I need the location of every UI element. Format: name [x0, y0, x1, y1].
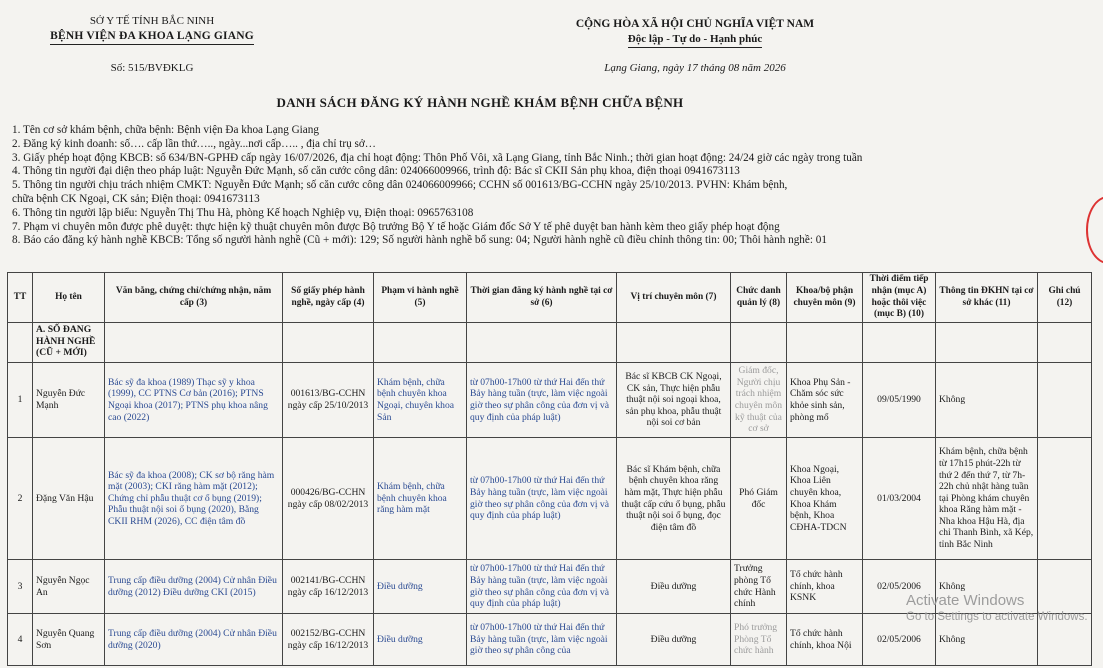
- document-number: Số: 515/BVĐKLG: [110, 62, 194, 74]
- col-header-scope: Phạm vi hành nghề (5): [374, 273, 467, 323]
- col-header-title: Chức danh quản lý (8): [731, 273, 787, 323]
- col-header-dept: Khoa/bộ phận chuyên môn (9): [787, 273, 863, 323]
- table-row: [8, 438, 1092, 560]
- cell-dept: Khoa Phụ Sản - Chăm sóc sức khỏe sinh sản, phòng mổ: [787, 363, 863, 438]
- watermark-title: Activate Windows: [906, 592, 1025, 609]
- cell-title: Phó trưởng Phòng Tổ chức hành: [731, 614, 787, 666]
- issuer-parent-org: SỞ Y TẾ TỈNH BẮC NINH: [89, 15, 215, 27]
- cell-tt: 3: [8, 560, 33, 614]
- nation-name: CỘNG HÒA XÃ HỘI CHỦ NGHĨA VIỆT NAM: [575, 18, 815, 30]
- col-header-date: Thời điểm tiếp nhận (mục A) hoặc thôi việc (mục B) (10): [863, 273, 936, 323]
- cell-license: 002152/BG-CCHN ngày cấp 16/12/2013: [283, 614, 374, 666]
- document-title: DANH SÁCH ĐĂNG KÝ HÀNH NGHỀ KHÁM BỆNH CHỮA BỆNH: [276, 95, 684, 110]
- cell-license: 002141/BG-CCHN ngày cấp 16/12/2013: [283, 560, 374, 614]
- cell-position: Điều dưỡng: [617, 560, 731, 614]
- national-header: [540, 17, 850, 76]
- col-header-note: Ghi chú (12): [1038, 273, 1092, 323]
- cell-name: Đặng Văn Hậu: [33, 438, 105, 560]
- col-header-tt: TT: [8, 273, 33, 323]
- cell-date: 09/05/1990: [863, 363, 936, 438]
- cell-time: từ 07h00-17h00 từ thứ Hai đến thứ Bảy hàng tuần (trực, làm việc ngoài giờ theo sự phân công của đơn vị và quy định của pháp luật): [467, 438, 617, 560]
- section-label: A. SỐ ĐANG HÀNH NGHỀ (CŨ + MỚI): [33, 323, 105, 363]
- cell-time: từ 07h00-17h00 từ thứ Hai đến thứ Bảy hàng tuần (trực, làm việc ngoài giờ theo sự phân công của đơn vị và quy định của pháp luật): [467, 560, 617, 614]
- section-row: [8, 323, 1092, 363]
- cell-other: Không: [936, 560, 1038, 614]
- issuer-block: [42, 14, 262, 76]
- info-line: 4. Thông tin người đại diện theo pháp luật: Nguyễn Đức Mạnh, số căn cước công dân: 024066009966, trình độ: Bác sĩ CKII Sản phụ khoa, điện thoại 0941673113: [12, 165, 740, 178]
- info-line: 5. Thông tin người chịu trách nhiệm CMKT: Nguyễn Đức Mạnh; số căn cước công dân 024066009966; CCHN số 001613/BG-CCHN ngày 25/10/2013. PVHN: Khám bệnh,: [12, 179, 788, 192]
- cell-degree: Bác sỹ đa khoa (2008); CK sơ bộ răng hàm mặt (2003); CKI răng hàm mặt (2012); Chứng chỉ phẫu thuật cơ ổ bụng (2019); Phẫu thuật nội soi ổ bụng (2020), Bằng CKII RHM (2026), CC điện tâm đồ: [105, 438, 283, 560]
- cell-scope: Khám bệnh, chữa bệnh chuyên khoa răng hàm mặt: [374, 438, 467, 560]
- col-header-license: Số giấy phép hành nghề, ngày cấp (4): [283, 273, 374, 323]
- col-header-name: Họ tên: [33, 273, 105, 323]
- cell-dept: Tổ chức hành chính, khoa Nội: [787, 614, 863, 666]
- cell-date: 01/03/2004: [863, 438, 936, 560]
- cell-other: Khám bệnh, chữa bệnh từ 17h15 phút-22h từ thứ 2 đến thứ 7, từ 7h-22h chủ nhật hàng tuần tại Phòng khám chuyên khoa Răng hàm mặt - Nha khoa Hậu Hà, địa chỉ Thanh Bình, xã Kép, tỉnh Bắc Ninh: [936, 438, 1038, 560]
- cell-note: [1038, 363, 1092, 438]
- cell-time: từ 07h00-17h00 từ thứ Hai đến thứ Bảy hàng tuần (trực, làm việc ngoài giờ theo sự phân công của: [467, 614, 617, 666]
- cell-degree: Trung cấp điều dưỡng (2004) Cử nhân Điều dưỡng (2012) Điều dưỡng CKI (2015): [105, 560, 283, 614]
- facility-info: [12, 124, 1092, 248]
- cell-dept: Tổ chức hành chính, khoa KSNK: [787, 560, 863, 614]
- info-line: 1. Tên cơ sở khám bệnh, chữa bệnh: Bệnh viện Đa khoa Lạng Giang: [12, 124, 319, 136]
- cell-degree: Trung cấp điều dưỡng (2004) Cử nhân Điều dưỡng (2020): [105, 614, 283, 666]
- col-header-other: Thông tin ĐKHN tại cơ sở khác (11): [936, 273, 1038, 323]
- info-line: 7. Phạm vi chuyên môn được phê duyệt: thực hiện kỹ thuật chuyên môn được Bộ trưởng Bộ Y tế hoặc Giám đốc Sở Y tế phê duyệt ban hành kèm theo giấy phép hoạt động: [12, 220, 780, 233]
- info-line: 6. Thông tin người lập biểu: Nguyễn Thị Thu Hà, phòng Kế hoạch Nghiệp vụ, Điện thoại: 0965763108: [12, 206, 474, 219]
- cell-name: Nguyễn Quang Sơn: [33, 614, 105, 666]
- cell-other: Không: [936, 614, 1038, 666]
- issuer-org: BỆNH VIỆN ĐA KHOA LẠNG GIANG: [42, 29, 262, 45]
- col-header-time: Thời gian đăng ký hành nghề tại cơ sở (6): [467, 273, 617, 323]
- col-header-degree: Văn bằng, chứng chỉ/chứng nhận, năm cấp (3): [105, 273, 283, 323]
- cell-other: Không: [936, 363, 1038, 438]
- table-row: [8, 363, 1092, 438]
- info-line: chữa bệnh CK Ngoại, CK sản; Điện thoại: 0941673113: [12, 192, 260, 205]
- cell-license: 001613/BG-CCHN ngày cấp 25/10/2013: [283, 363, 374, 438]
- national-motto: Độc lập - Tự do - Hạnh phúc: [540, 32, 850, 48]
- cell-time: từ 07h00-17h00 từ thứ Hai đến thứ Bảy hàng tuần (trực, làm việc ngoài giờ theo sự phân công của đơn vị và quy định của pháp luật): [467, 363, 617, 438]
- cell-scope: Điều dưỡng: [374, 614, 467, 666]
- activate-windows-watermark[interactable]: [906, 592, 1088, 623]
- watermark-subtitle: Go to Settings to activate Windows.: [906, 611, 1088, 623]
- cell-license: 000426/BG-CCHN ngày cấp 08/02/2013: [283, 438, 374, 560]
- cell-name: Nguyễn Ngọc An: [33, 560, 105, 614]
- info-line: 3. Giấy phép hoạt động KBCB: số 634/BN-GPHĐ cấp ngày 16/07/2026, địa chỉ hoạt động: Thôn Phố Vôi, xã Lạng Giang, tỉnh Bắc Ninh.; thời gian hoạt động: 24/24 giờ các ngày trong tuần: [12, 151, 863, 164]
- info-line: 8. Báo cáo đăng ký hành nghề KBCB: Tổng số người hành nghề (Cũ + mới): 129; Số người hành nghề bổ sung: 04; Người hành nghề cũ điều chỉnh thông tin: 00; Thôi hành nghề: 01: [12, 234, 827, 247]
- cell-position: Điều dưỡng: [617, 614, 731, 666]
- cell-degree: Bác sỹ đa khoa (1989) Thạc sỹ y khoa (1999), CC PTNS Cơ bản (2016); PTNS Ngoại khoa (2017); PTNS phụ khoa nâng cao (2022): [105, 363, 283, 438]
- cell-scope: Khám bệnh, chữa bệnh chuyên khoa Ngoại, chuyên khoa Sản: [374, 363, 467, 438]
- info-line: 2. Đăng ký kinh doanh: số…. cấp lần thứ….., ngày...nơi cấp….. , địa chỉ trụ sở…: [12, 137, 376, 150]
- col-header-position: Vị trí chuyên môn (7): [617, 273, 731, 323]
- cell-tt: 4: [8, 614, 33, 666]
- cell-dept: Khoa Ngoại, Khoa Liên chuyên khoa, Khoa Khám bệnh, Khoa CĐHA-TDCN: [787, 438, 863, 560]
- cell-tt: 1: [8, 363, 33, 438]
- cell-title: Giám đốc, Người chịu trách nhiệm chuyên môn kỹ thuật của cơ sở: [731, 363, 787, 438]
- document-date: Lạng Giang, ngày 17 tháng 08 năm 2026: [604, 62, 786, 74]
- table-header-row: [8, 273, 1092, 323]
- cell-note: [1038, 438, 1092, 560]
- cell-position: Bác sĩ KBCB CK Ngoại, CK sản, Thực hiện phẫu thuật nội soi ngoại khoa, sản phụ khoa, phẫu thuật nội soi cơ bản: [617, 363, 731, 438]
- cell-position: Bác sĩ Khám bệnh, chữa bệnh chuyên khoa răng hàm mặt, Thực hiện phẫu thuật cấp cứu ổ bụng, phẫu thuật nội soi ổ bụng, đọc điện tâm đồ: [617, 438, 731, 560]
- cell-date: 02/05/2006: [863, 614, 936, 666]
- cell-date: 02/05/2006: [863, 560, 936, 614]
- cell-tt: 2: [8, 438, 33, 560]
- cell-scope: Điều dưỡng: [374, 560, 467, 614]
- cell-title: Trưởng phòng Tổ chức Hành chính: [731, 560, 787, 614]
- cell-name: Nguyễn Đức Mạnh: [33, 363, 105, 438]
- cell-title: Phó Giám đốc: [731, 438, 787, 560]
